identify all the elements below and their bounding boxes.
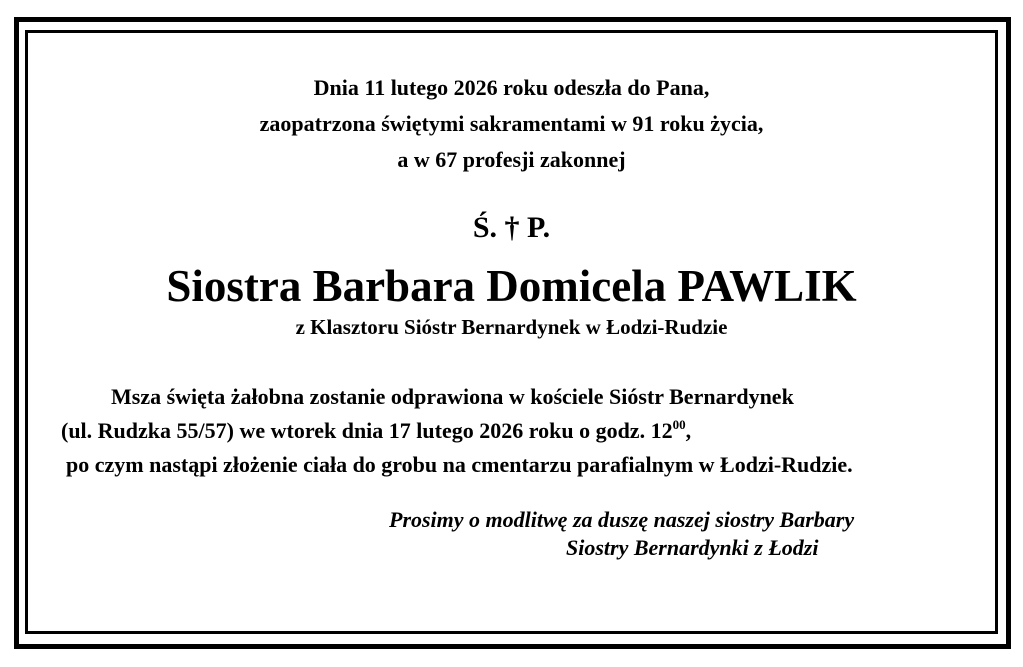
intro-line: a w 67 profesji zakonnej [397, 147, 626, 172]
sp-mark: Ś. † P. [472, 211, 551, 244]
mass-line-punct: , [685, 418, 692, 443]
mass-line: po czym nastąpi złożenie ciała do grobu na cmentarzu parafialnym w Łodzi-Rudzie. [66, 452, 853, 477]
prayer-signature: Siostry Bernardynki z Łodzi [566, 535, 819, 560]
deceased-name: Siostra Barbara Domicela PAWLIK [166, 261, 857, 311]
intro-line: Dnia 11 lutego 2026 roku odeszła do Pana, [313, 75, 710, 100]
obituary-intro [25, 70, 998, 178]
obituary-content [25, 30, 998, 634]
mass-line-text: (ul. Rudzka 55/57) we wtorek dnia 17 lutego 2026 roku o godz. 12 [61, 418, 673, 443]
mass-line-time [61, 414, 961, 448]
prayer-line: Prosimy o modlitwę za duszę naszej siostry Barbary [389, 507, 855, 532]
intro-line: zaopatrzona świętymi sakramentami w 91 roku życia, [259, 111, 764, 136]
mass-info [61, 380, 961, 482]
mass-time-minutes: 00 [672, 417, 686, 432]
mass-line: Msza święta żałobna zostanie odprawiona w kościele Sióstr Bernardynek [111, 384, 794, 409]
monastery-line: z Klasztoru Sióstr Bernardynek w Łodzi-Rudzie [295, 315, 728, 339]
